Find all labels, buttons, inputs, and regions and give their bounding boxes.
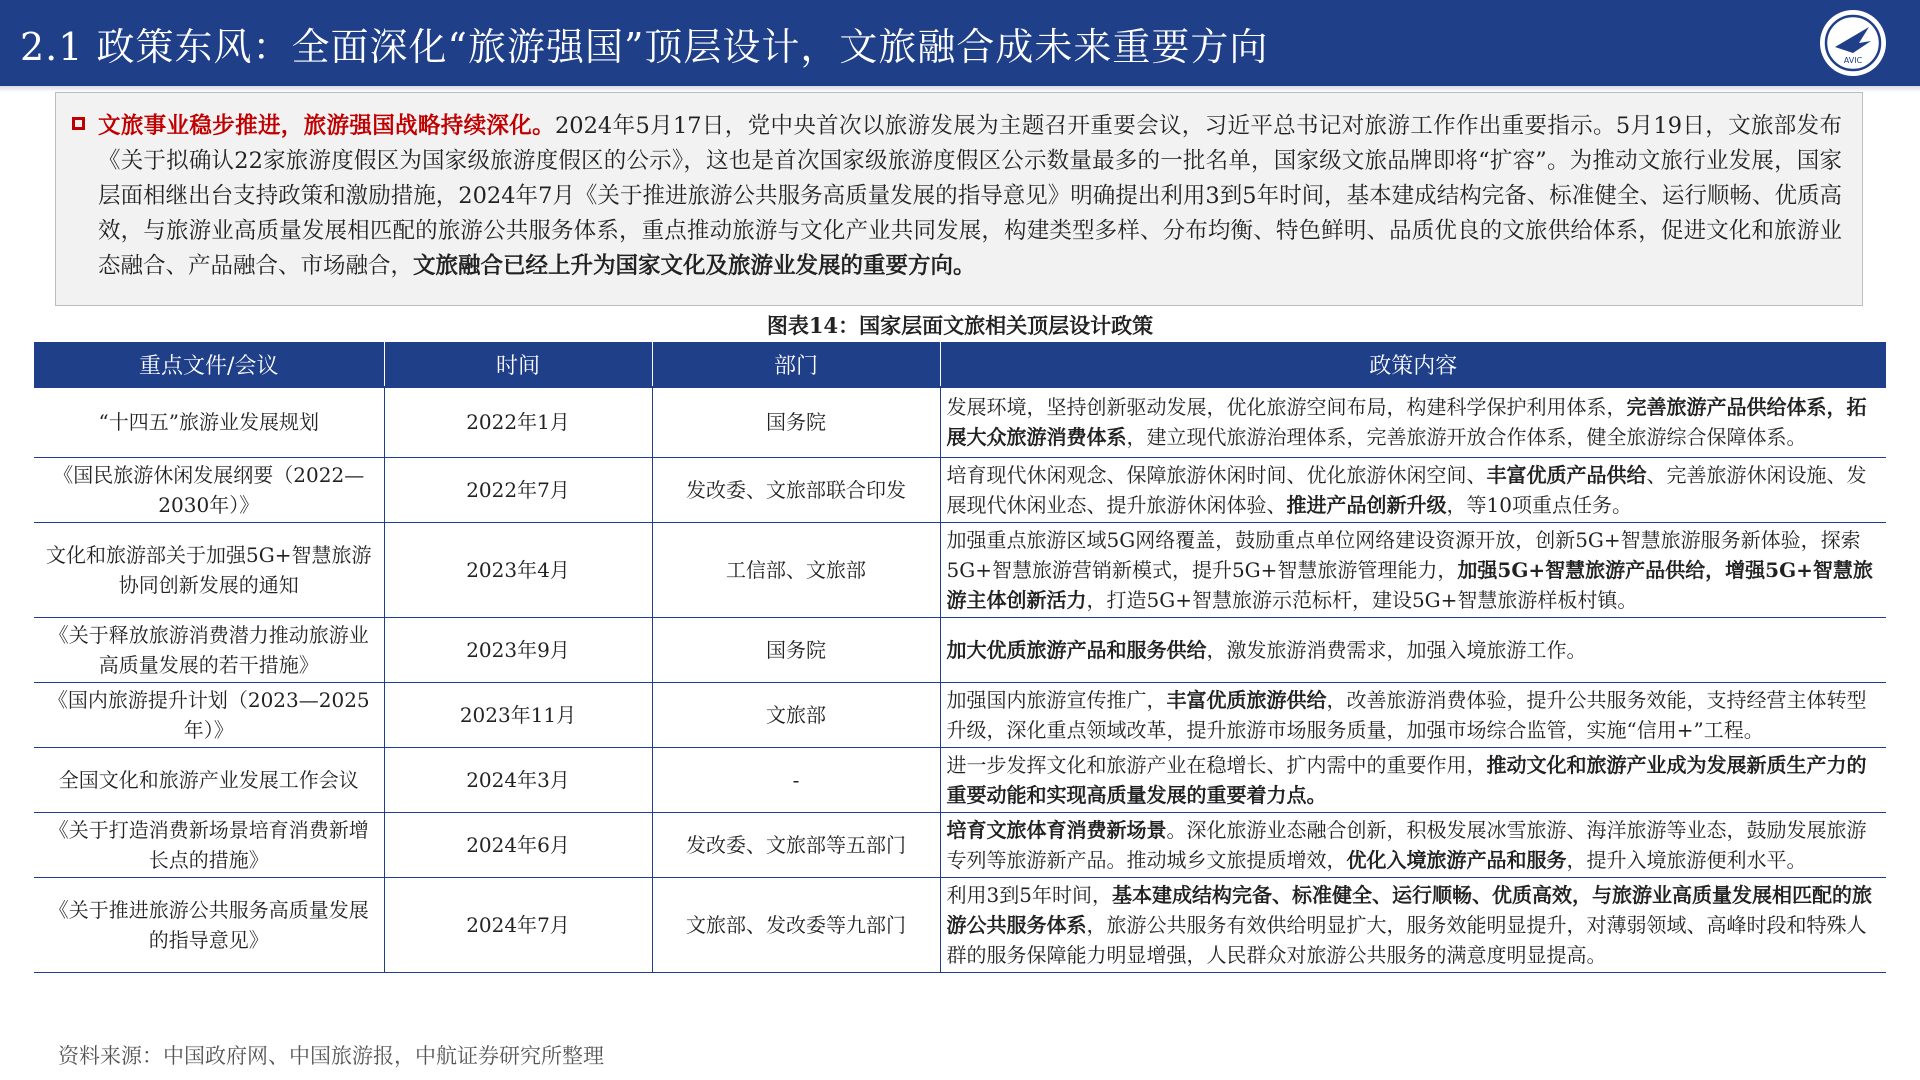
logo-text: AVIC bbox=[1843, 56, 1863, 65]
cell-document: 《国内旅游提升计划（2023—2025年）》 bbox=[34, 682, 384, 747]
content-emphasis: 基本建成结构完备、标准健全、运行顺畅、优质高效，与旅游业高质量发展相匹配的旅游公共服务体系 bbox=[946, 882, 1872, 937]
content-text: ，提升入境旅游便利水平。 bbox=[1566, 847, 1807, 872]
cell-department: 文旅部、发改委等九部门 bbox=[652, 877, 940, 972]
cell-content bbox=[940, 877, 1886, 972]
table-row bbox=[34, 457, 1886, 522]
content-emphasis: 丰富优质旅游供给 bbox=[1166, 687, 1327, 712]
cell-content bbox=[940, 747, 1886, 812]
cell-content bbox=[940, 457, 1886, 522]
content-emphasis: 推进产品创新升级 bbox=[1286, 492, 1447, 517]
cell-document: 文化和旅游部关于加强5G+智慧旅游协同创新发展的通知 bbox=[34, 522, 384, 617]
summary-lead: 文旅事业稳步推进，旅游强国战略持续深化。 bbox=[98, 113, 555, 139]
page-header bbox=[0, 0, 1920, 86]
cell-time: 2023年4月 bbox=[384, 522, 652, 617]
table-row bbox=[34, 682, 1886, 747]
content-text: ，旅游公共服务有效供给明显扩大，服务效能明显提升，对薄弱领域、高峰时段和特殊人群的服务保障能力明显增强，人民群众对旅游公共服务的满意度明显提高。 bbox=[946, 912, 1867, 967]
col-header-content: 政策内容 bbox=[940, 342, 1886, 387]
content-text: ，建立现代旅游治理体系，完善旅游开放合作体系，健全旅游综合保障体系。 bbox=[1126, 425, 1807, 450]
content-text: 、完善旅游休闲设施、发展现代休闲业态、提升旅游休闲体验、 bbox=[946, 462, 1867, 517]
content-text: 。深化旅游业态融合创新，积极发展冰雪旅游、海洋旅游等业态，鼓励发展旅游专列等旅游新产品。推动城乡文旅提质增效， bbox=[946, 817, 1867, 872]
content-text: ，打造5G+智慧旅游示范标杆，建设5G+智慧旅游样板村镇。 bbox=[1086, 587, 1638, 612]
cell-department: 国务院 bbox=[652, 387, 940, 457]
cell-document: 《关于打造消费新场景培育消费新增长点的措施》 bbox=[34, 812, 384, 877]
summary-conclusion: 文旅融合已经上升为国家文化及旅游业发展的重要方向。 bbox=[413, 253, 976, 279]
content-emphasis: 加强5G+智慧旅游产品供给，增强5G+智慧旅游主体创新活力 bbox=[946, 557, 1873, 612]
cell-document: “十四五”旅游业发展规划 bbox=[34, 387, 384, 457]
table-row bbox=[34, 387, 1886, 457]
cell-content bbox=[940, 522, 1886, 617]
cell-department: 文旅部 bbox=[652, 682, 940, 747]
source-note: 资料来源：中国政府网、中国旅游报，中航证券研究所整理 bbox=[58, 1044, 604, 1068]
cell-time: 2022年7月 bbox=[384, 457, 652, 522]
content-text: 加强重点旅游区域5G网络覆盖，鼓励重点单位网络建设资源开放，创新5G+智慧旅游服务新体验，探索5G+智慧旅游营销新模式，提升5G+智慧旅游管理能力， bbox=[946, 527, 1861, 582]
content-text: 进一步发挥文化和旅游产业在稳增长、扩内需中的重要作用， bbox=[946, 752, 1487, 777]
table-row bbox=[34, 812, 1886, 877]
content-emphasis: 培育文旅体育消费新场景 bbox=[946, 817, 1167, 842]
col-header-time: 时间 bbox=[384, 342, 652, 387]
col-header-department: 部门 bbox=[652, 342, 940, 387]
cell-department: - bbox=[652, 747, 940, 812]
table-caption: 图表14：国家层面文旅相关顶层设计政策 bbox=[766, 313, 1154, 338]
cell-content bbox=[940, 682, 1886, 747]
summary-text bbox=[98, 109, 1842, 284]
content-emphasis: 丰富优质产品供给 bbox=[1486, 462, 1647, 487]
content-emphasis: 优化入境旅游产品和服务 bbox=[1346, 847, 1567, 872]
cell-time: 2022年1月 bbox=[384, 387, 652, 457]
content-emphasis: 加大优质旅游产品和服务供给 bbox=[946, 637, 1207, 662]
cell-document: 《国民旅游休闲发展纲要（2022—2030年）》 bbox=[34, 457, 384, 522]
page-title: 2.1 政策东风：全面深化“旅游强国”顶层设计，文旅融合成未来重要方向 bbox=[20, 24, 1269, 69]
summary-body: 2024年5月17日，党中央首次以旅游发展为主题召开重要会议，习近平总书记对旅游工作作出重要指示。5月19日，文旅部发布《关于拟确认22家旅游度假区为国家级旅游度假区的公示》，这也是首次国家级旅游度假区公示数量最多的一批名单，国家级文旅品牌即将“扩容”。为推动文旅行业发展，国家层面相继出台支持政策和激励措施，2024年7月《关于推进旅游公共服务高质量发展的指导意见》明确提出利用3到5年时间，基本建成结构完备、标准健全、运行顺畅、优质高效，与旅游业高质量发展相匹配的旅游公共服务体系，重点推动旅游与文化产业共同发展，构建类型多样、分布均衡、特色鲜明、品质优良的文旅供给体系，促进文化和旅游业态融合、产品融合、市场融合， bbox=[98, 113, 1842, 279]
cell-time: 2024年6月 bbox=[384, 812, 652, 877]
avic-logo bbox=[1820, 10, 1886, 76]
cell-time: 2023年11月 bbox=[384, 682, 652, 747]
cell-department: 发改委、文旅部联合印发 bbox=[652, 457, 940, 522]
cell-department: 国务院 bbox=[652, 617, 940, 682]
content-text: 利用3到5年时间， bbox=[946, 882, 1112, 907]
bullet-square-icon bbox=[72, 117, 85, 130]
cell-content bbox=[940, 387, 1886, 457]
cell-content bbox=[940, 617, 1886, 682]
cell-department: 发改委、文旅部等五部门 bbox=[652, 812, 940, 877]
plane-logo-icon bbox=[1823, 13, 1883, 73]
table-header-row bbox=[34, 342, 1886, 387]
content-text: 加强国内旅游宣传推广， bbox=[946, 687, 1167, 712]
content-text: 培育现代休闲观念、保障旅游休闲时间、优化旅游休闲空间、 bbox=[946, 462, 1487, 487]
content-text: ，等10项重点任务。 bbox=[1446, 492, 1632, 517]
cell-department: 工信部、文旅部 bbox=[652, 522, 940, 617]
content-text: 发展环境，坚持创新驱动发展，优化旅游空间布局，构建科学保护利用体系， bbox=[946, 395, 1627, 420]
table-body bbox=[34, 387, 1886, 972]
policy-table bbox=[34, 342, 1886, 973]
summary-box bbox=[55, 92, 1863, 306]
col-header-document: 重点文件/会议 bbox=[34, 342, 384, 387]
cell-document: 全国文化和旅游产业发展工作会议 bbox=[34, 747, 384, 812]
content-text: ，改善旅游消费体验，提升公共服务效能，支持经营主体转型升级，深化重点领域改革，提升旅游市场服务质量，加强市场综合监管，实施“信用+”工程。 bbox=[946, 687, 1867, 742]
cell-time: 2023年9月 bbox=[384, 617, 652, 682]
cell-content bbox=[940, 812, 1886, 877]
content-emphasis: 推动文化和旅游产业成为发展新质生产力的重要动能和实现高质量发展的重要着力点。 bbox=[946, 752, 1867, 807]
cell-time: 2024年3月 bbox=[384, 747, 652, 812]
cell-document: 《关于释放旅游消费潜力推动旅游业高质量发展的若干措施》 bbox=[34, 617, 384, 682]
table-row bbox=[34, 522, 1886, 617]
table-row bbox=[34, 747, 1886, 812]
table-row bbox=[34, 877, 1886, 972]
cell-time: 2024年7月 bbox=[384, 877, 652, 972]
content-text: ，激发旅游消费需求，加强入境旅游工作。 bbox=[1206, 637, 1587, 662]
cell-document: 《关于推进旅游公共服务高质量发展的指导意见》 bbox=[34, 877, 384, 972]
content-emphasis: 完善旅游产品供给体系，拓展大众旅游消费体系 bbox=[946, 395, 1867, 450]
table-row bbox=[34, 617, 1886, 682]
